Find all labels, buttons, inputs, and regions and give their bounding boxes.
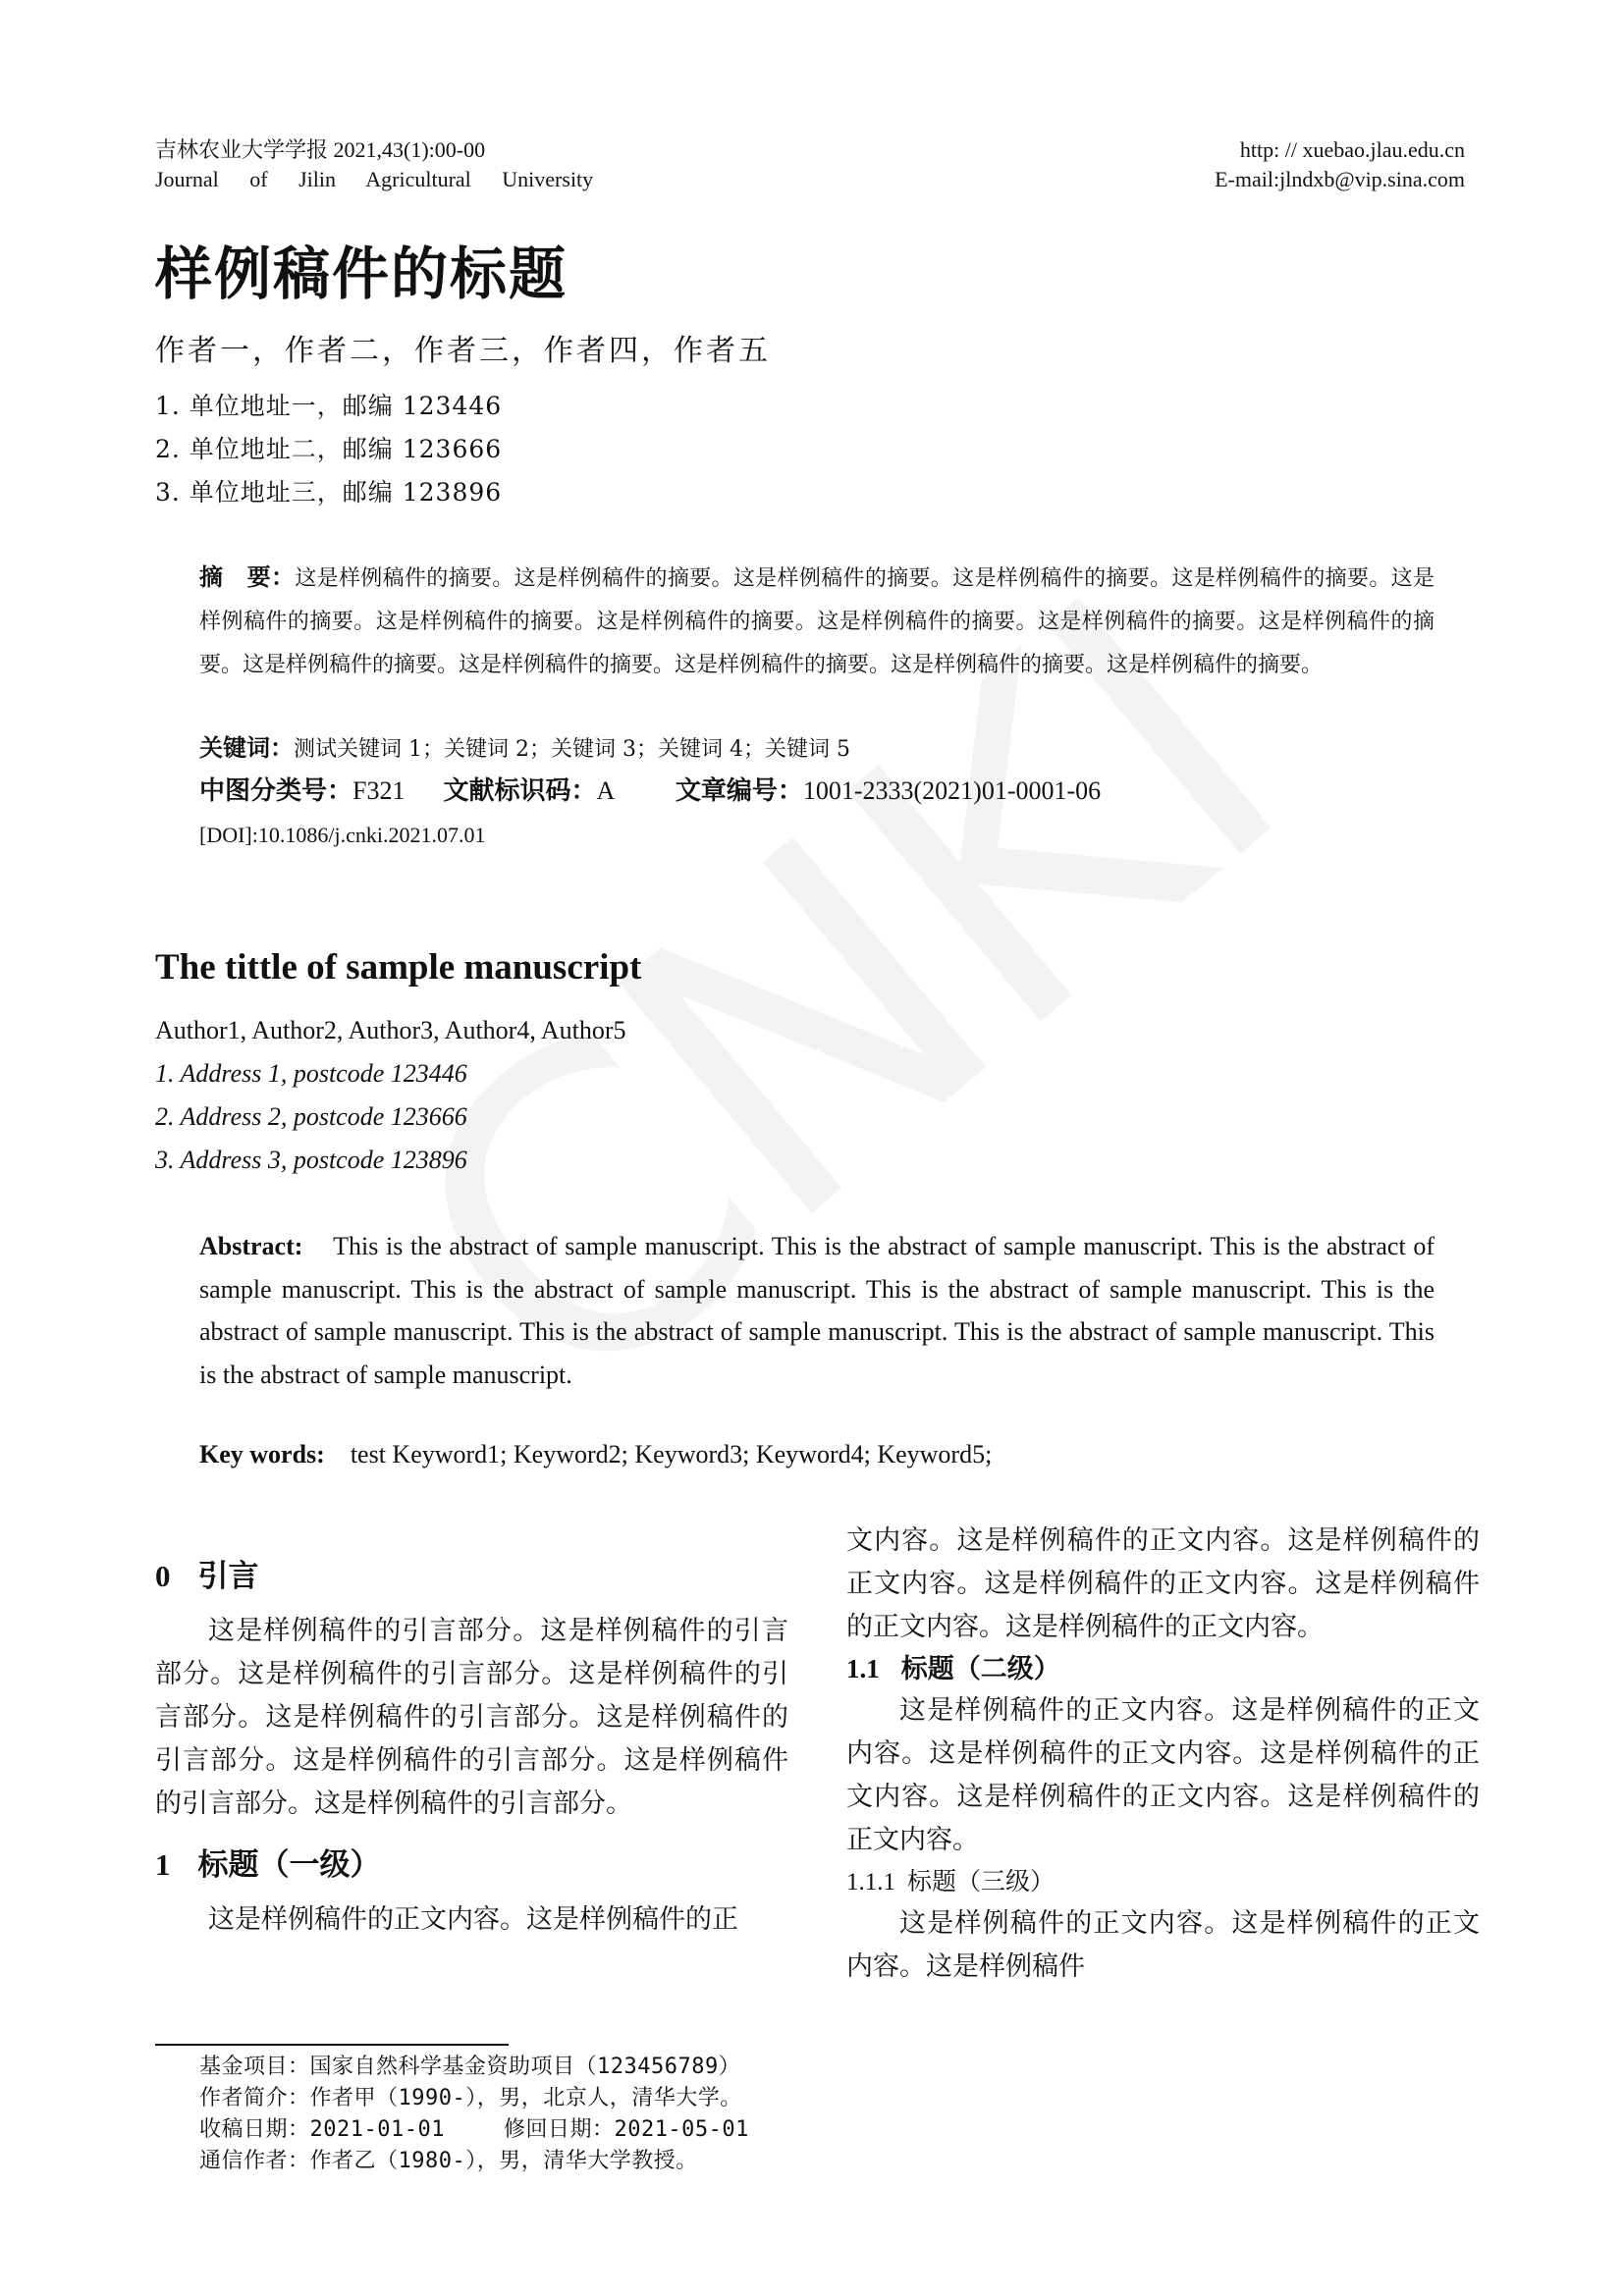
affiliation-en-2: 2. Address 2, postcode 123666 <box>155 1102 467 1131</box>
doc-code-label: 文献标识码： <box>443 776 597 806</box>
body-right-column <box>846 1520 1480 1989</box>
footnote-rule <box>155 2044 509 2046</box>
classification-row <box>199 772 1101 811</box>
doc-code-value: A <box>596 776 614 805</box>
affiliation-cn-3: 3. 单位地址三，邮编 123896 <box>155 478 503 507</box>
section-1-1-1-title: 标题（三级） <box>907 1867 1056 1896</box>
section-1-1-1-number: 1.1.1 <box>846 1869 895 1896</box>
abstract-cn-text: 这是样例稿件的摘要。这是样例稿件的摘要。这是样例稿件的摘要。这是样例稿件的摘要。这是样例稿件的摘要。这是样例稿件的摘要。这是样例稿件的摘要。这是样例稿件的摘要。这是样例稿件的摘要。这是样例稿件的摘要。这是样例稿件的摘要。这是样例稿件的摘要。这是样例稿件的摘要。这是样例稿件的摘要。这是样例稿件的摘要。这是样例稿件的摘要。 <box>199 566 1435 677</box>
section-1-heading <box>155 1843 788 1887</box>
affiliations-cn <box>155 385 502 514</box>
section-1-1-title: 标题（二级） <box>900 1654 1060 1684</box>
affiliation-en-3: 3. Address 3, postcode 123896 <box>155 1146 467 1174</box>
footnote-fund: 基金项目：国家自然科学基金资助项目（123456789） <box>199 2055 741 2079</box>
footnote-bio: 作者简介：作者甲（1990-），男，北京人，清华大学。 <box>199 2086 742 2110</box>
title-cn: 样例稿件的标题 <box>155 240 568 307</box>
keywords-cn-text: 测试关键词 1；关键词 2；关键词 3；关键词 4；关键词 5 <box>294 737 850 762</box>
title-en: The tittle of sample manuscript <box>155 947 642 988</box>
article-no-label: 文章编号： <box>675 776 803 806</box>
keywords-en-text: test Keyword1; Keyword2; Keyword3; Keyword4; Keyword5; <box>350 1440 993 1468</box>
abstract-en <box>199 1225 1435 1396</box>
section-1-title: 标题（一级） <box>197 1847 381 1883</box>
journal-url[interactable]: http: // xuebao.jlau.edu.cn <box>1239 137 1465 162</box>
journal-name-en: Journal of Jilin Agricultural University <box>155 167 594 191</box>
keywords-en <box>199 1435 992 1474</box>
footnote-revised: 修回日期：2021-05-01 <box>503 2117 749 2142</box>
keywords-en-label: Key words: <box>199 1440 325 1468</box>
footnote-received: 收稿日期：2021-01-01 <box>199 2117 445 2142</box>
section-0-title: 引言 <box>197 1559 259 1594</box>
section-1-text-left: 这是样例稿件的正文内容。这是样例稿件的正 <box>208 1904 738 1935</box>
body-left-column <box>155 1541 788 1942</box>
section-1-1-heading <box>846 1649 1480 1689</box>
section-0-text: 这是样例稿件的引言部分。这是样例稿件的引言部分。这是样例稿件的引言部分。这是样例稿件的引言部分。这是样例稿件的引言部分。这是样例稿件的引言部分。这是样例稿件的引言部分。这是样例稿件的引言部分。这是样例稿件的引言部分。 <box>155 1616 788 1819</box>
authors-cn: 作者一，作者二，作者三，作者四，作者五 <box>155 334 771 368</box>
journal-header-right <box>1215 135 1465 194</box>
section-1-1-number: 1.1 <box>846 1654 880 1683</box>
section-0-number: 0 <box>155 1559 171 1593</box>
section-0-heading <box>155 1555 788 1598</box>
keywords-cn <box>199 730 850 768</box>
section-1-number: 1 <box>155 1847 171 1882</box>
authors-en: Author1, Author2, Author3, Author4, Author5 <box>155 1016 626 1044</box>
journal-name-cn: 吉林农业大学学报 2021,43(1):00-00 <box>155 137 486 162</box>
section-1-1-1-text: 这是样例稿件的正文内容。这是样例稿件的正文内容。这是样例稿件 <box>846 1908 1480 1982</box>
footnote-corresponding: 通信作者：作者乙（1980-），男，清华大学教授。 <box>199 2149 698 2173</box>
section-1-text-right: 文内容。这是样例稿件的正文内容。这是样例稿件的正文内容。这是样例稿件的正文内容。这是样例稿件的正文内容。这是样例稿件的正文内容。 <box>846 1525 1480 1642</box>
journal-email[interactable]: E-mail:jlndxb@vip.sina.com <box>1215 167 1465 191</box>
keywords-cn-label: 关键词： <box>199 734 294 762</box>
article-no-value: 1001-2333(2021)01-0001-06 <box>802 776 1102 805</box>
abstract-en-label: Abstract: <box>199 1232 303 1260</box>
abstract-cn <box>199 556 1435 687</box>
footnotes <box>199 2052 749 2177</box>
abstract-en-text: This is the abstract of sample manuscript. This is the abstract of sample manuscript. This is the abstract of sample manuscript. This is the abstract of sample manuscript. This is the abstract of sample manuscript. This is the abstract of sample manuscript. This is the abstract of sample manuscript. This is the abstract of sample manuscript. This is the abstract of sample manuscript. <box>199 1232 1435 1389</box>
clc-label: 中图分类号： <box>199 776 353 806</box>
section-1-1-text: 这是样例稿件的正文内容。这是样例稿件的正文内容。这是样例稿件的正文内容。这是样例稿件的正文内容。这是样例稿件的正文内容。这是样例稿件的正文内容。 <box>846 1695 1480 1855</box>
abstract-cn-label: 摘 要： <box>199 563 296 591</box>
affiliation-cn-2: 2. 单位地址二，邮编 123666 <box>155 435 503 463</box>
clc-value: F321 <box>352 776 406 805</box>
affiliation-cn-1: 1. 单位地址一，邮编 123446 <box>155 392 503 420</box>
affiliations-en <box>155 1052 467 1182</box>
footnote-dates <box>199 2114 749 2146</box>
doi[interactable]: [DOI]:10.1086/j.cnki.2021.07.01 <box>199 823 486 847</box>
journal-header-left <box>155 135 593 194</box>
affiliation-en-1: 1. Address 1, postcode 123446 <box>155 1059 467 1088</box>
section-1-1-1-heading <box>846 1862 1480 1902</box>
